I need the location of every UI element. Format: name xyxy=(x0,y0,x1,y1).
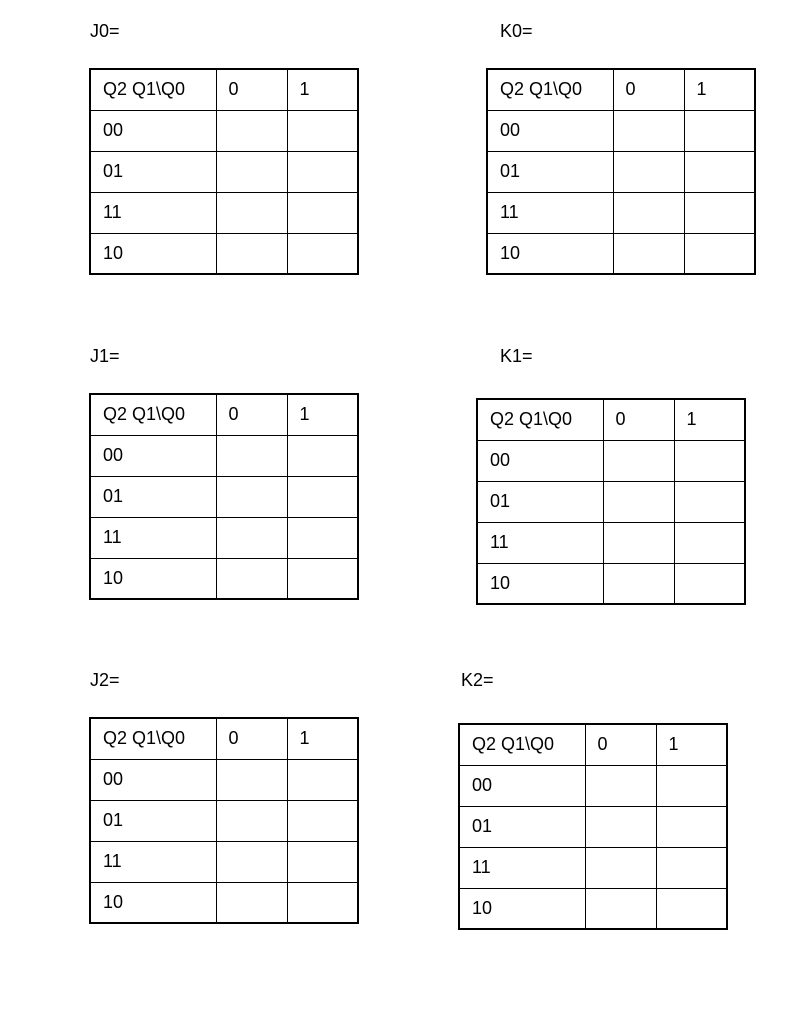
kmap-cell[interactable] xyxy=(656,765,727,806)
kmap-cell[interactable] xyxy=(613,233,684,274)
kmap-row-header: 01 xyxy=(90,151,216,192)
kmap-cell[interactable] xyxy=(287,517,358,558)
kmap-row-header: 01 xyxy=(477,481,603,522)
kmap-row-header: 11 xyxy=(90,841,216,882)
kmap-row-header: 11 xyxy=(477,522,603,563)
kmap-row xyxy=(90,151,358,192)
kmap-header-row xyxy=(90,394,358,435)
kmap-row-header: 00 xyxy=(90,759,216,800)
kmap-cell[interactable] xyxy=(656,806,727,847)
kmap-col-header: 1 xyxy=(287,718,358,759)
kmap-cell[interactable] xyxy=(585,806,656,847)
kmap-col-header: 1 xyxy=(684,69,755,110)
kmap-cell[interactable] xyxy=(287,882,358,923)
kmap-row xyxy=(459,765,727,806)
kmap-row xyxy=(487,233,755,274)
kmap-label-k0: K0= xyxy=(500,21,533,41)
kmap-row-header: 01 xyxy=(90,800,216,841)
kmap-cell[interactable] xyxy=(287,435,358,476)
kmap-cell[interactable] xyxy=(603,440,674,481)
kmap-row-header: 01 xyxy=(90,476,216,517)
kmap-label-j0: J0= xyxy=(90,21,120,41)
kmap-cell[interactable] xyxy=(216,110,287,151)
kmap-col-header: 0 xyxy=(613,69,684,110)
kmap-col-header: 1 xyxy=(287,69,358,110)
kmap-row-header: 11 xyxy=(487,192,613,233)
kmap-header-row xyxy=(90,718,358,759)
kmap-row-header: 11 xyxy=(459,847,585,888)
kmap-header-row xyxy=(487,69,755,110)
kmap-header-row xyxy=(90,69,358,110)
kmap-row-header: 01 xyxy=(459,806,585,847)
kmap-cell[interactable] xyxy=(287,558,358,599)
kmap-col-header: 0 xyxy=(216,394,287,435)
kmap-cell[interactable] xyxy=(585,765,656,806)
kmap-row xyxy=(477,522,745,563)
kmap-row-header: 00 xyxy=(459,765,585,806)
kmap-header-row xyxy=(477,399,745,440)
kmap-cell[interactable] xyxy=(684,151,755,192)
kmap-row xyxy=(487,192,755,233)
kmap-corner-header: Q2 Q1\Q0 xyxy=(477,399,603,440)
kmap-table-j2 xyxy=(89,717,359,924)
kmap-row xyxy=(90,759,358,800)
kmap-col-header: 1 xyxy=(674,399,745,440)
kmap-cell[interactable] xyxy=(684,192,755,233)
kmap-row xyxy=(90,800,358,841)
kmap-cell[interactable] xyxy=(216,800,287,841)
kmap-table-k2 xyxy=(458,723,728,930)
kmap-cell[interactable] xyxy=(216,558,287,599)
kmap-cell[interactable] xyxy=(613,110,684,151)
kmap-col-header: 0 xyxy=(585,724,656,765)
kmap-col-header: 0 xyxy=(216,69,287,110)
kmap-row xyxy=(90,233,358,274)
kmap-cell[interactable] xyxy=(287,476,358,517)
kmap-cell[interactable] xyxy=(613,151,684,192)
kmap-row-header: 10 xyxy=(90,882,216,923)
kmap-cell[interactable] xyxy=(287,151,358,192)
kmap-cell[interactable] xyxy=(603,563,674,604)
kmap-corner-header: Q2 Q1\Q0 xyxy=(90,69,216,110)
kmap-row xyxy=(487,151,755,192)
kmap-row xyxy=(90,517,358,558)
kmap-cell[interactable] xyxy=(656,847,727,888)
kmap-row xyxy=(477,563,745,604)
kmap-cell[interactable] xyxy=(674,481,745,522)
kmap-cell[interactable] xyxy=(216,233,287,274)
kmap-cell[interactable] xyxy=(674,522,745,563)
kmap-row xyxy=(487,110,755,151)
kmap-row-header: 00 xyxy=(90,435,216,476)
kmap-row xyxy=(90,435,358,476)
kmap-label-k1: K1= xyxy=(500,346,533,366)
kmap-header-row xyxy=(459,724,727,765)
kmap-col-header: 0 xyxy=(216,718,287,759)
kmap-cell[interactable] xyxy=(287,192,358,233)
kmap-row-header: 01 xyxy=(487,151,613,192)
kmap-row xyxy=(90,882,358,923)
kmap-row-header: 10 xyxy=(459,888,585,929)
kmap-corner-header: Q2 Q1\Q0 xyxy=(90,394,216,435)
kmap-row xyxy=(477,440,745,481)
kmap-cell[interactable] xyxy=(216,882,287,923)
kmap-row xyxy=(90,192,358,233)
kmap-cell[interactable] xyxy=(603,481,674,522)
kmap-row xyxy=(90,558,358,599)
kmap-table-k1 xyxy=(476,398,746,605)
kmap-cell[interactable] xyxy=(216,759,287,800)
kmap-cell[interactable] xyxy=(287,800,358,841)
kmap-cell[interactable] xyxy=(216,841,287,882)
kmap-cell[interactable] xyxy=(684,233,755,274)
kmap-col-header: 1 xyxy=(287,394,358,435)
kmap-cell[interactable] xyxy=(287,233,358,274)
kmap-row xyxy=(477,481,745,522)
kmap-cell[interactable] xyxy=(287,841,358,882)
kmap-label-k2: K2= xyxy=(461,670,494,690)
kmap-cell[interactable] xyxy=(216,476,287,517)
kmap-cell[interactable] xyxy=(216,435,287,476)
kmap-cell[interactable] xyxy=(684,110,755,151)
kmap-cell[interactable] xyxy=(585,888,656,929)
kmap-cell[interactable] xyxy=(674,440,745,481)
kmap-cell[interactable] xyxy=(656,888,727,929)
kmap-row xyxy=(459,847,727,888)
kmap-row-header: 00 xyxy=(90,110,216,151)
kmap-cell[interactable] xyxy=(216,517,287,558)
kmap-row-header: 10 xyxy=(90,558,216,599)
kmap-corner-header: Q2 Q1\Q0 xyxy=(459,724,585,765)
kmap-row-header: 00 xyxy=(477,440,603,481)
kmap-row-header: 10 xyxy=(477,563,603,604)
kmap-cell[interactable] xyxy=(216,192,287,233)
kmap-row xyxy=(459,806,727,847)
kmap-row xyxy=(90,841,358,882)
kmap-row-header: 11 xyxy=(90,192,216,233)
kmap-label-j1: J1= xyxy=(90,346,120,366)
kmap-cell[interactable] xyxy=(613,192,684,233)
kmap-col-header: 0 xyxy=(603,399,674,440)
kmap-row-header: 11 xyxy=(90,517,216,558)
kmap-table-j1 xyxy=(89,393,359,600)
kmap-col-header: 1 xyxy=(656,724,727,765)
kmap-corner-header: Q2 Q1\Q0 xyxy=(90,718,216,759)
kmap-row xyxy=(90,110,358,151)
kmap-table-k0 xyxy=(486,68,756,275)
kmap-label-j2: J2= xyxy=(90,670,120,690)
kmap-row-header: 10 xyxy=(487,233,613,274)
kmap-cell[interactable] xyxy=(585,847,656,888)
kmap-cell[interactable] xyxy=(287,110,358,151)
kmap-cell[interactable] xyxy=(674,563,745,604)
kmap-cell[interactable] xyxy=(287,759,358,800)
kmap-row-header: 00 xyxy=(487,110,613,151)
kmap-corner-header: Q2 Q1\Q0 xyxy=(487,69,613,110)
kmap-table-j0 xyxy=(89,68,359,275)
kmap-row-header: 10 xyxy=(90,233,216,274)
kmap-row xyxy=(90,476,358,517)
kmap-row xyxy=(459,888,727,929)
kmap-cell[interactable] xyxy=(216,151,287,192)
kmap-cell[interactable] xyxy=(603,522,674,563)
